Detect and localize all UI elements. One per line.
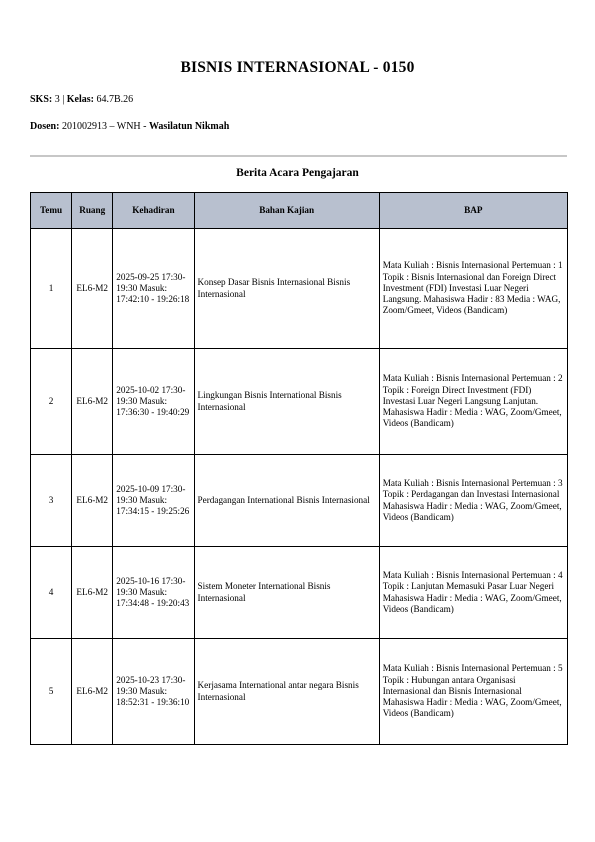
cell-temu: 4 <box>31 547 72 639</box>
header-bahan-kajian: Bahan Kajian <box>194 193 379 229</box>
dosen-label: Dosen: <box>30 121 60 132</box>
table-header-row <box>31 193 568 229</box>
kelas-label: Kelas: <box>66 94 94 105</box>
table-row <box>31 455 568 547</box>
cell-kehadiran: 2025-10-09 17:30-19:30 Masuk: 17:34:15 - 19:25:26 <box>113 455 194 547</box>
cell-kehadiran: 2025-09-25 17:30-19:30 Masuk: 17:42:10 - 19:26:18 <box>113 229 194 349</box>
cell-bahan-kajian: Konsep Dasar Bisnis Internasional Bisnis Internasional <box>194 229 379 349</box>
dosen-id: 201002913 – WNH - <box>61 121 147 132</box>
section-caption: Berita Acara Pengajaran <box>236 167 359 179</box>
cell-ruang: EL6-M2 <box>72 349 113 455</box>
cell-ruang: EL6-M2 <box>72 455 113 547</box>
cell-temu: 3 <box>31 455 72 547</box>
cell-bap: Mata Kuliah : Bisnis Internasional Pertemuan : 1 Topik : Bisnis Internasional dan Foreign Direct Investment (FDI) Investasi Luar Negeri Langsung. Mahasiswa Hadir : 83 Media : WAG, Zoom/Gmeet, Videos (Bandicam) <box>379 229 567 349</box>
cell-bap: Mata Kuliah : Bisnis Internasional Pertemuan : 2 Topik : Foreign Direct Investment (FDI) Investasi Luar Negeri Langsung Lanjutan. Mahasiswa Hadir : Media : WAG, Zoom/Gmeet, Videos (Bandicam) <box>379 349 567 455</box>
cell-bahan-kajian: Lingkungan Bisnis International Bisnis Internasional <box>194 349 379 455</box>
meta-separator: | <box>62 94 65 105</box>
sks-label: SKS: <box>30 94 53 105</box>
cell-kehadiran: 2025-10-02 17:30-19:30 Masuk: 17:36:30 - 19:40:29 <box>113 349 194 455</box>
divider <box>30 155 567 157</box>
table-row <box>31 349 568 455</box>
table-row <box>31 229 568 349</box>
cell-temu: 2 <box>31 349 72 455</box>
table-row <box>31 639 568 745</box>
cell-kehadiran: 2025-10-16 17:30-19:30 Masuk: 17:34:48 - 19:20:43 <box>113 547 194 639</box>
cell-bap: Mata Kuliah : Bisnis Internasional Pertemuan : 5 Topik : Hubungan antara Organisasi Internasional dan Bisnis Internasional Mahasiswa Hadir : Media : WAG, Zoom/Gmeet, Videos (Bandicam) <box>379 639 567 745</box>
header-ruang: Ruang <box>72 193 113 229</box>
cell-bap: Mata Kuliah : Bisnis Internasional Pertemuan : 4 Topik : Lanjutan Memasuki Pasar Luar Negeri Mahasiswa Hadir : Media : WAG, Zoom/Gmeet, Videos (Bandicam) <box>379 547 567 639</box>
dosen-name: Wasilatun Nikmah <box>148 121 230 132</box>
cell-bahan-kajian: Perdagangan International Bisnis Internasional <box>194 455 379 547</box>
cell-bahan-kajian: Sistem Moneter International Bisnis Internasional <box>194 547 379 639</box>
header-bap: BAP <box>379 193 567 229</box>
cell-bahan-kajian: Kerjasama International antar negara Bisnis Internasional <box>194 639 379 745</box>
cell-temu: 1 <box>31 229 72 349</box>
header-temu: Temu <box>31 193 72 229</box>
cell-ruang: EL6-M2 <box>72 547 113 639</box>
cell-temu: 5 <box>31 639 72 745</box>
cell-ruang: EL6-M2 <box>72 639 113 745</box>
course-meta <box>30 94 133 105</box>
bap-table <box>30 192 568 745</box>
sks-value: 3 <box>54 94 60 105</box>
cell-ruang: EL6-M2 <box>72 229 113 349</box>
cell-bap: Mata Kuliah : Bisnis Internasional Pertemuan : 3 Topik : Perdagangan dan Investasi Internasional Mahasiswa Hadir : Media : WAG, Zoom/Gmeet, Videos (Bandicam) <box>379 455 567 547</box>
table-row <box>31 547 568 639</box>
header-kehadiran: Kehadiran <box>113 193 194 229</box>
lecturer-info <box>30 121 229 132</box>
cell-kehadiran: 2025-10-23 17:30-19:30 Masuk: 18:52:31 - 19:36:10 <box>113 639 194 745</box>
page-title: BISNIS INTERNASIONAL - 0150 <box>180 59 415 76</box>
kelas-value: 64.7B.26 <box>96 94 134 105</box>
